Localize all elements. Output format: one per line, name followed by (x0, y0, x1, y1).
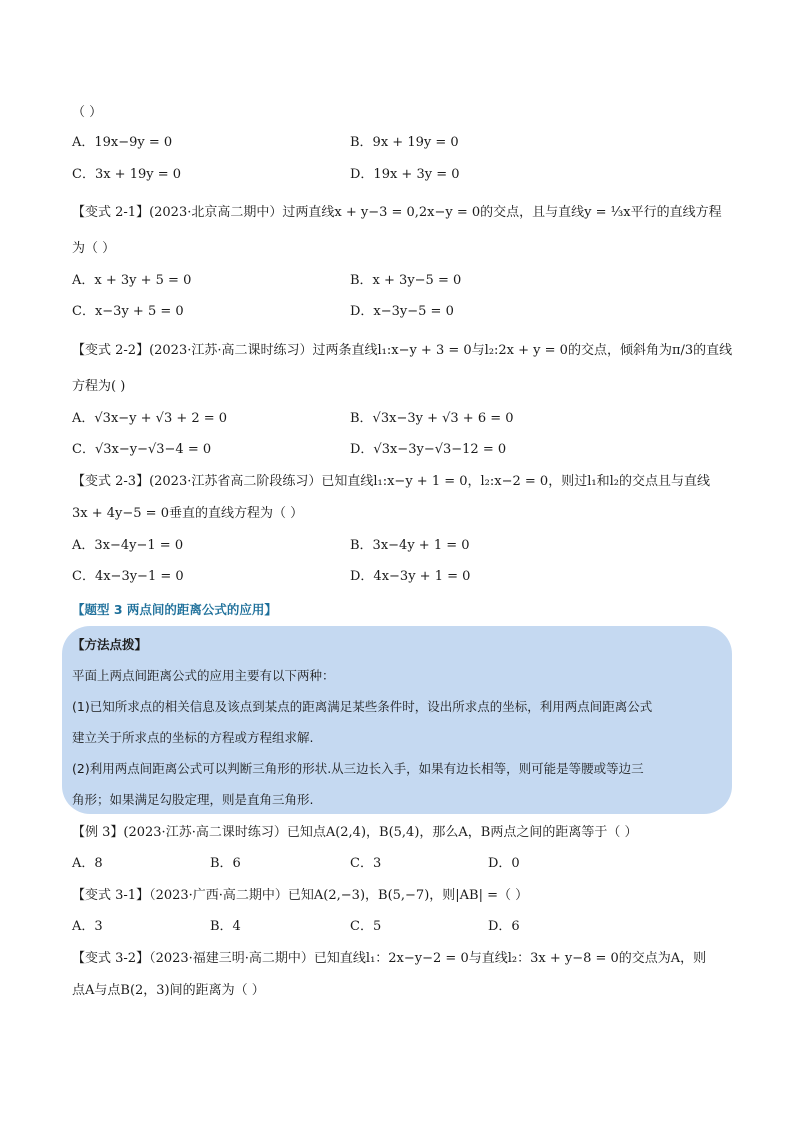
section-heading: 【题型 3 两点间的距离公式的应用】 (72, 602, 277, 617)
question-text: 【变式 3-2】（2023·福建三明·高二期中）已知直线l₁：2x−y−2 = 0与直线l₂：3x + y−8 = 0的交点为A，则 (72, 951, 707, 966)
option-b: B．4 (210, 919, 241, 934)
option-b: B．3x−4y + 1 = 0 (350, 538, 470, 553)
option-d: D．6 (488, 919, 520, 934)
method-line: 平面上两点间距离公式的应用主要有以下两种： (72, 668, 335, 683)
question-text: 【变式 2-1】(2023·北京高二期中）过两直线x + y−3 = 0,2x−y = 0的交点，且与直线y = ⅓x平行的直线方程 (72, 205, 722, 220)
option-a: A．x + 3y + 5 = 0 (72, 273, 192, 288)
method-line: 建立关于所求点的坐标的方程或方程组求解. (72, 730, 314, 745)
option-c: C．5 (350, 919, 382, 934)
question-paren: （ ） (72, 105, 103, 120)
question-text-cont: 点A与点B(2，3)间的距离为（ ） (72, 983, 265, 998)
method-line: (2)利用两点间距离公式可以判断三角形的形状.从三边长入手，如果有边长相等，则可能是等腰或等边三 (72, 761, 644, 776)
option-c: C．x−3y + 5 = 0 (72, 304, 184, 319)
option-a: A．3 (72, 919, 103, 934)
method-box (62, 626, 732, 814)
option-d: D．0 (488, 856, 520, 871)
option-d: D．√3x−3y−√3−12 = 0 (350, 442, 507, 457)
question-text: 【变式 2-3】(2023·江苏省高二阶段练习）已知直线l₁:x−y + 1 = 0，l₂:x−2 = 0，则过l₁和l₂的交点且与直线 (72, 474, 710, 489)
option-d: D．4x−3y + 1 = 0 (350, 569, 471, 584)
question-text: 【变式 3-1】（2023·广西·高二期中）已知A(2,−3)，B(5,−7)，则|AB| =（ ） (72, 888, 529, 903)
option-a: A．19x−9y = 0 (72, 135, 173, 150)
question-text-cont: 为（ ） (72, 241, 116, 256)
method-line: (1)已知所求点的相关信息及该点到某点的距离满足某些条件时，设出所求点的坐标，利用两点间距离公式 (72, 699, 653, 714)
question-text-cont: 方程为( ) (72, 379, 126, 394)
option-b: B．x + 3y−5 = 0 (350, 273, 462, 288)
option-a: A．3x−4y−1 = 0 (72, 538, 184, 553)
option-c: C．√3x−y−√3−4 = 0 (72, 442, 212, 457)
option-d: D．x−3y−5 = 0 (350, 304, 454, 319)
option-a: A．√3x−y + √3 + 2 = 0 (72, 411, 228, 426)
option-d: D．19x + 3y = 0 (350, 167, 460, 182)
option-c: C．4x−3y−1 = 0 (72, 569, 184, 584)
option-b: B．9x + 19y = 0 (350, 135, 459, 150)
option-b: B．√3x−3y + √3 + 6 = 0 (350, 411, 514, 426)
option-c: C．3 (350, 856, 382, 871)
option-b: B．6 (210, 856, 241, 871)
question-text-cont: 3x + 4y−5 = 0垂直的直线方程为（ ） (72, 506, 304, 521)
method-line: 角形；如果满足勾股定理，则是直角三角形. (72, 792, 314, 807)
method-title: 【方法点拨】 (72, 637, 148, 652)
option-c: C．3x + 19y = 0 (72, 167, 182, 182)
option-a: A．8 (72, 856, 103, 871)
question-text: 【例 3】(2023·江苏·高二课时练习）已知点A(2,4)，B(5,4)，那么A，B两点之间的距离等于（ ） (72, 825, 638, 840)
question-text: 【变式 2-2】(2023·江苏·高二课时练习）过两条直线l₁:x−y + 3 = 0与l₂:2x + y = 0的交点，倾斜角为π/3的直线 (72, 343, 733, 358)
